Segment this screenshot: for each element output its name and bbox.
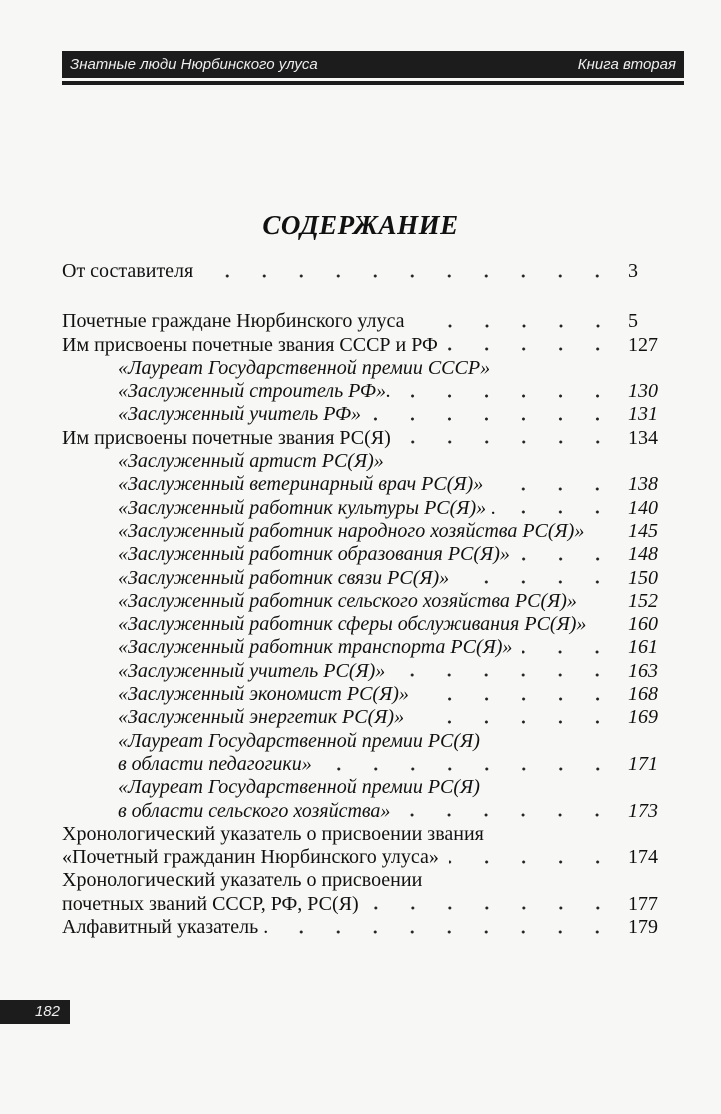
toc-entry-page: 163 [628, 659, 658, 682]
toc-entry[interactable] [62, 683, 668, 706]
dot-leader [459, 580, 616, 584]
toc-entry[interactable] [62, 800, 668, 823]
toc-entry-page: 130 [628, 380, 658, 403]
toc-entry[interactable] [62, 660, 668, 683]
dot-leader [414, 720, 616, 724]
toc-entry-title: Алфавитный указатель . [62, 916, 269, 939]
toc-entry[interactable] [62, 753, 668, 776]
toc-entry-title: «Заслуженный строитель РФ». [118, 380, 391, 403]
toc-entry-title: «Заслуженный артист РС(Я)» [118, 450, 384, 473]
toc-entry-title: От составителя [62, 260, 194, 282]
toc-entry[interactable] [62, 893, 668, 916]
toc-entry-title: «Заслуженный работник сельского хозяйства РС(Я)» [118, 589, 577, 612]
header-rule [62, 81, 684, 85]
toc-entry-title: Хронологический указатель о присвоении [62, 869, 423, 892]
toc-entry-title: «Заслуженный энергетик РС(Я)» [118, 706, 405, 729]
dot-leader [432, 883, 616, 887]
toc-entry-page: 140 [628, 496, 658, 519]
dot-leader [401, 394, 616, 398]
toc-entry-title: «Лауреат Государственной премии РС(Я) [118, 729, 480, 752]
toc-entry-title: «Лауреат Государственной премии РС(Я) [118, 776, 480, 799]
toc-entry-page: 169 [628, 706, 658, 729]
dot-leader [596, 627, 616, 631]
running-header [62, 51, 684, 78]
toc-entry[interactable] [62, 869, 668, 892]
toc-entry-page: 179 [628, 916, 658, 939]
dot-leader [278, 930, 616, 934]
dot-leader [400, 813, 616, 817]
page-number: 182 [0, 1000, 70, 1024]
toc-entry-page: 161 [628, 636, 658, 659]
toc-entry-title: «Заслуженный работник культуры РС(Я)» . [118, 496, 497, 519]
dot-leader [520, 557, 616, 561]
toc-entry[interactable] [62, 334, 668, 357]
toc-entry[interactable] [62, 823, 668, 846]
dot-leader [448, 347, 616, 351]
dot-leader [203, 274, 616, 278]
page-title: СОДЕРЖАНИЕ [262, 210, 459, 240]
toc-entry-page: 134 [628, 426, 658, 449]
dot-leader [493, 487, 616, 491]
dot-leader [369, 906, 616, 910]
toc-entry-page: 127 [628, 333, 658, 356]
dot-leader [587, 604, 616, 608]
toc-entry-title: в области сельского хозяйства» [118, 799, 391, 822]
toc-entry-page: 177 [628, 892, 658, 915]
toc-entry[interactable] [62, 380, 668, 403]
toc-entry[interactable] [62, 403, 668, 426]
toc-entry-title: в области педагогики» [118, 752, 312, 775]
dot-leader [395, 673, 616, 677]
toc-entry[interactable] [62, 260, 668, 283]
dot-leader [490, 790, 616, 794]
toc-entry-title: «Заслуженный работник связи РС(Я)» [118, 566, 450, 589]
toc-entry-page: 171 [628, 752, 658, 775]
toc-entry-page: 168 [628, 683, 658, 706]
dot-leader [500, 371, 616, 375]
book-title: Знатные люди Нюрбинского улуса [70, 56, 318, 73]
toc-entry[interactable] [62, 543, 668, 566]
toc-entry-page: 150 [628, 566, 658, 589]
table-of-contents [62, 260, 668, 939]
toc-entry-title: «Заслуженный учитель РФ» [118, 403, 362, 426]
dot-leader [522, 650, 616, 654]
dot-leader [371, 417, 616, 421]
toc-entry-title: «Почетный гражданин Нюрбинского улуса» [62, 846, 439, 869]
toc-entry-title: Хронологический указатель о присвоении звания [62, 822, 484, 845]
toc-entry-title: «Заслуженный работник транспорта РС(Я)» [118, 636, 513, 659]
toc-entry-page: 160 [628, 613, 658, 636]
dot-leader [394, 464, 616, 468]
toc-entry-page: 145 [628, 519, 658, 542]
dot-leader [494, 836, 616, 840]
dot-leader [419, 697, 616, 701]
toc-entry-page: 173 [628, 799, 658, 822]
toc-entry[interactable] [62, 590, 668, 613]
toc-entry-page: 138 [628, 473, 658, 496]
toc-entry[interactable] [62, 846, 668, 869]
toc-entry-title: «Заслуженный экономист РС(Я)» [118, 683, 409, 706]
dot-leader [401, 440, 616, 444]
dot-leader [594, 534, 616, 538]
toc-entry[interactable] [62, 357, 668, 380]
toc-entry-title: «Лауреат Государственной премии СССР» [118, 356, 491, 379]
toc-entry[interactable] [62, 776, 668, 799]
volume-label: Книга вторая [577, 56, 676, 73]
toc-entry-title: «Заслуженный работник образования РС(Я)» [118, 543, 510, 566]
toc-entry[interactable] [62, 706, 668, 729]
toc-entry[interactable] [62, 567, 668, 590]
toc-entry-page: 131 [628, 403, 658, 426]
toc-entry-page: 152 [628, 589, 658, 612]
dot-leader [449, 860, 616, 864]
toc-entry-title: почетных званий СССР, РФ, РС(Я) [62, 892, 359, 915]
toc-entry[interactable] [62, 916, 668, 939]
dot-leader [506, 510, 616, 514]
toc-entry[interactable] [62, 497, 668, 520]
toc-entry[interactable] [62, 310, 668, 333]
toc-entry[interactable] [62, 427, 668, 450]
toc-entry-title: «Заслуженный работник сферы обслуживания РС(Я)» [118, 613, 587, 636]
toc-entry[interactable] [62, 520, 668, 543]
toc-entry[interactable] [62, 613, 668, 636]
toc-entry-page: 3 [628, 260, 638, 282]
toc-entry-title: «Заслуженный ветеринарный врач РС(Я)» [118, 473, 484, 496]
toc-entry-page: 148 [628, 543, 658, 566]
toc-entry-page: 5 [628, 310, 638, 333]
dot-leader [415, 324, 617, 328]
toc-entry[interactable] [62, 730, 668, 753]
toc-entry-title: Им присвоены почетные звания СССР и РФ [62, 333, 438, 356]
toc-entry[interactable] [62, 473, 668, 496]
toc-entry-title: «Заслуженный работник народного хозяйства РС(Я)» [118, 519, 585, 542]
toc-entry[interactable] [62, 450, 668, 473]
toc-entry[interactable] [62, 636, 668, 659]
toc-entry-page: 174 [628, 846, 658, 869]
dot-leader [490, 743, 616, 747]
toc-entry-title: Почетные граждане Нюрбинского улуса [62, 310, 405, 333]
toc-entry-title: «Заслуженный учитель РС(Я)» [118, 659, 386, 682]
toc-entry-title: Им присвоены почетные звания РС(Я) [62, 426, 391, 449]
dot-leader [322, 767, 616, 771]
